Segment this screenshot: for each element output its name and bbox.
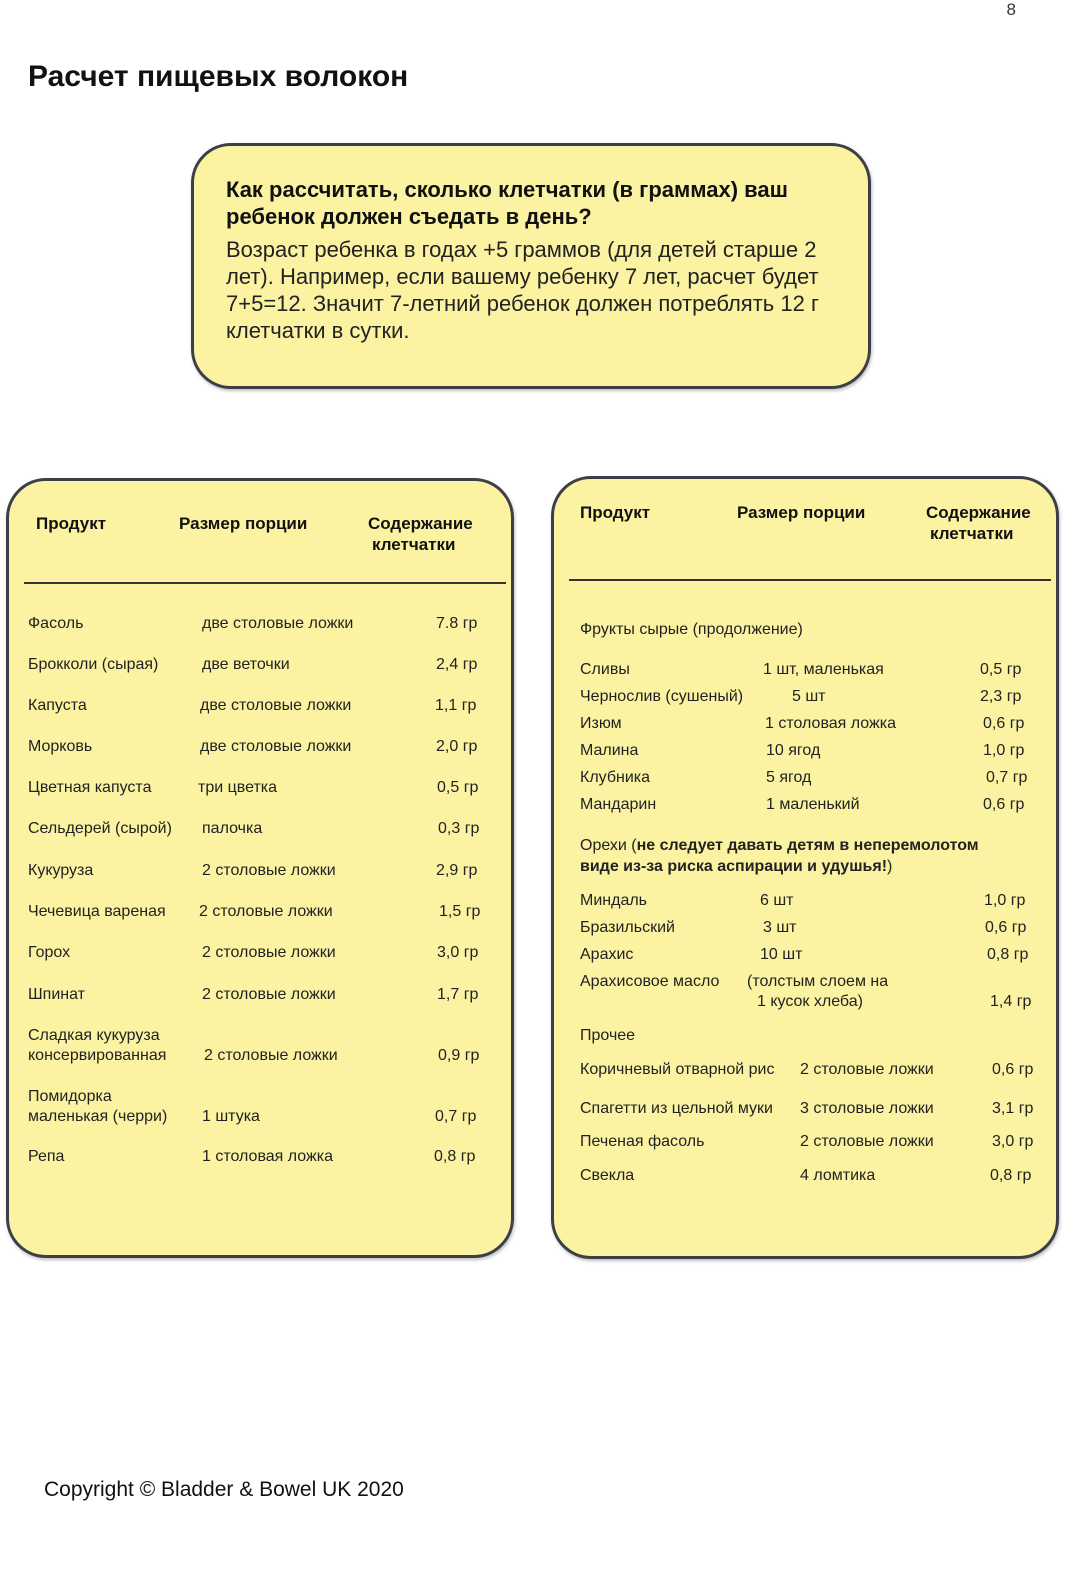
info-heading: Как рассчитать, сколько клетчатки (в граммах) ваш ребенок должен съедать в день?	[226, 177, 788, 229]
cell-product: Сливы	[580, 661, 630, 678]
cell-portion: 10 ягод	[766, 742, 821, 759]
cell-fiber: 1,0 гр	[984, 892, 1026, 909]
cell-portion: 2 столовые ложки	[199, 903, 333, 920]
choking-warning: не следует давать детям в неперемолотом	[636, 837, 979, 854]
cell-fiber: 2,3 гр	[980, 688, 1022, 705]
cell-product: Арахисовое масло	[580, 973, 720, 990]
page-title: Расчет пищевых волокон	[28, 60, 409, 93]
cell-fiber: 0,6 гр	[985, 919, 1027, 936]
cell-product-line2: маленькая (черри)	[28, 1108, 168, 1125]
header-divider	[569, 579, 1051, 581]
cell-portion: 3 шт	[763, 919, 797, 936]
cell-fiber: 1,7 гр	[437, 986, 479, 1003]
cell-product: Шпинат	[28, 986, 85, 1003]
cell-portion: две столовые ложки	[200, 738, 352, 755]
cell-fiber: 0,7 гр	[435, 1108, 477, 1125]
header-product: Продукт	[36, 514, 107, 533]
cell-fiber: 0,5 гр	[980, 661, 1022, 678]
cell-portion: 1 столовая ложка	[202, 1148, 333, 1165]
cell-fiber: 1,1 гр	[435, 697, 477, 714]
cell-portion: 1 столовая ложка	[765, 715, 896, 732]
cell-fiber: 7.8 гр	[436, 615, 478, 632]
cell-product: Свекла	[580, 1167, 635, 1184]
cell-product: Мандарин	[580, 796, 657, 813]
cell-product: Коричневый отварной рис	[580, 1061, 775, 1078]
cell-portion: две веточки	[202, 656, 290, 673]
section-title-other: Прочее	[580, 1027, 636, 1044]
cell-product: Сельдерей (сырой)	[28, 820, 172, 837]
header-divider	[24, 582, 506, 584]
cell-fiber: 0,9 гр	[438, 1047, 480, 1064]
cell-product: Малина	[580, 742, 639, 759]
cell-fiber: 2,0 гр	[436, 738, 478, 755]
cell-fiber: 0,5 гр	[437, 779, 479, 796]
cell-product: Клубника	[580, 769, 651, 786]
cell-portion: 2 столовые ложки	[800, 1133, 934, 1150]
cell-portion-line1: (толстым слоем на	[747, 973, 889, 990]
cell-fiber: 0,3 гр	[438, 820, 480, 837]
cell-product-line1: Сладкая кукуруза	[28, 1027, 160, 1044]
cell-product: Бразильский	[580, 919, 675, 936]
cell-fiber: 0,8 гр	[434, 1148, 476, 1165]
cell-fiber: 1,4 гр	[990, 993, 1032, 1010]
cell-fiber: 3,1 гр	[992, 1100, 1034, 1117]
cell-portion: 3 столовые ложки	[800, 1100, 934, 1117]
section-title-fruits: Фрукты сырые (продолжение)	[580, 621, 803, 638]
cell-fiber: 0,6 гр	[992, 1061, 1034, 1078]
cell-portion: 2 столовые ложки	[202, 986, 336, 1003]
cell-portion: 5 ягод	[766, 769, 812, 786]
cell-portion: три цветка	[198, 779, 278, 796]
cell-product: Морковь	[28, 738, 93, 755]
cell-product: Чернослив (сушеный)	[580, 688, 744, 705]
page-number: 8	[1006, 0, 1016, 19]
cell-fiber: 0,6 гр	[983, 715, 1025, 732]
cell-fiber: 0,8 гр	[987, 946, 1029, 963]
cell-product: Арахис	[580, 946, 634, 963]
cell-portion: 1 штука	[202, 1108, 260, 1125]
cell-fiber: 2,4 гр	[436, 656, 478, 673]
cell-product: Горох	[28, 944, 71, 961]
header-fiber: Содержание клетчатки	[926, 503, 1031, 543]
cell-portion: две столовые ложки	[202, 615, 354, 632]
cell-portion: 2 столовые ложки	[202, 944, 336, 961]
info-body: Возраст ребенка в годах +5 граммов (для детей старше 2 лет). Например, если вашему ребенку 7 лет, расчет будет 7+5=12. Значит 7-летний ребенок должен потреблять 12 г клетчатки в сутки.	[226, 237, 819, 343]
section-title-nuts-line2: виде из-за риска аспирации и удушья!)	[580, 858, 893, 875]
cell-portion: 5 шт	[792, 688, 826, 705]
cell-fiber: 1,5 гр	[439, 903, 481, 920]
cell-portion: 1 шт, маленькая	[763, 661, 884, 678]
cell-portion: две столовые ложки	[200, 697, 352, 714]
cell-portion: 10 шт	[760, 946, 803, 963]
cell-portion: 2 столовые ложки	[202, 862, 336, 879]
cell-product: Миндаль	[580, 892, 648, 909]
copyright-footer: Copyright © Bladder & Bowel UK 2020	[44, 1478, 404, 1501]
cell-portion: 6 шт	[760, 892, 794, 909]
cell-fiber: 1,0 гр	[983, 742, 1025, 759]
cell-product: Фасоль	[28, 615, 84, 632]
header-portion: Размер порции	[737, 503, 866, 522]
header-product: Продукт	[580, 503, 651, 522]
cell-portion: палочка	[202, 820, 263, 837]
fruits-nuts-fiber-table	[551, 476, 1059, 1259]
cell-portion: 1 маленький	[766, 796, 860, 813]
cell-fiber: 0,6 гр	[983, 796, 1025, 813]
cell-product: Спагетти из цельной муки	[580, 1100, 773, 1117]
cell-product: Изюм	[580, 715, 622, 732]
cell-fiber: 3,0 гр	[437, 944, 479, 961]
header-fiber: Содержание клетчатки	[368, 514, 473, 554]
cell-portion-line2: 1 кусок хлеба)	[757, 993, 863, 1010]
vegetables-fiber-table	[6, 478, 514, 1258]
cell-product: Капуста	[28, 697, 87, 714]
cell-product: Репа	[28, 1148, 65, 1165]
cell-product: Печеная фасоль	[580, 1133, 705, 1150]
cell-product: Брокколи (сырая)	[28, 656, 159, 673]
cell-product-line2: консервированная	[28, 1047, 167, 1064]
section-title-nuts: Орехи (не следует давать детям в неперемолотом	[580, 837, 979, 854]
cell-portion: 4 ломтика	[800, 1167, 876, 1184]
cell-portion: 2 столовые ложки	[204, 1047, 338, 1064]
fiber-calculation-info-box	[191, 143, 871, 389]
header-portion: Размер порции	[179, 514, 308, 533]
cell-fiber: 2,9 гр	[436, 862, 478, 879]
cell-product: Кукуруза	[28, 862, 94, 879]
cell-product-line1: Помидорка	[28, 1088, 112, 1105]
cell-fiber: 3,0 гр	[992, 1133, 1034, 1150]
cell-product: Чечевица вареная	[28, 903, 166, 920]
cell-portion: 2 столовые ложки	[800, 1061, 934, 1078]
cell-product: Цветная капуста	[28, 779, 152, 796]
cell-fiber: 0,8 гр	[990, 1167, 1032, 1184]
cell-fiber: 0,7 гр	[986, 769, 1028, 786]
